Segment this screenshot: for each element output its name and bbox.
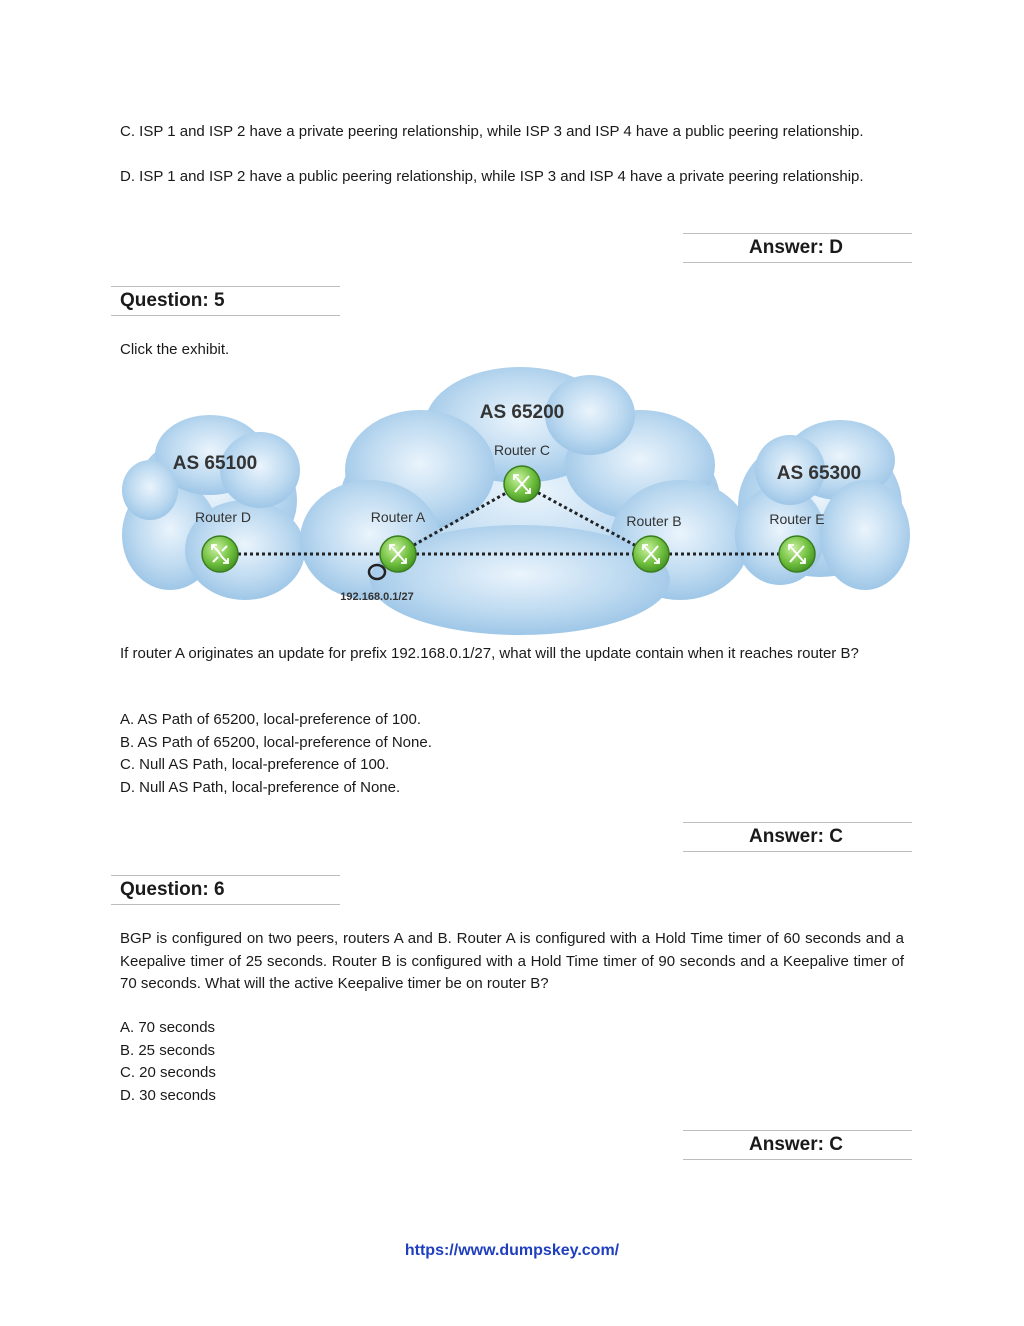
router-a-label: Router A <box>370 509 426 525</box>
q6-option-a: A. 70 seconds <box>120 1019 216 1036</box>
router-b-label: Router B <box>626 513 682 529</box>
q5-option-b: B. AS Path of 65200, local-preference of None. <box>120 733 432 751</box>
q5-intro: Click the exhibit. <box>120 341 230 358</box>
q5-answer-box <box>683 822 912 852</box>
q5-answer: Answer: C <box>749 826 843 847</box>
q6-option-b: B. 25 seconds <box>120 1041 216 1059</box>
q6-answer: Answer: C <box>749 1134 843 1155</box>
cloud-as65300 <box>735 420 910 590</box>
q4-answer-box <box>683 233 912 263</box>
as65200-label: AS 65200 <box>479 402 565 423</box>
q5-option-d: D. Null AS Path, local-preference of None. <box>120 778 401 796</box>
router-e-label: Router E <box>769 511 825 527</box>
q5-heading-box <box>111 286 340 316</box>
router-d-icon <box>202 536 238 572</box>
q6-option-d: D. 30 seconds <box>120 1086 216 1104</box>
footer <box>0 1242 1024 1260</box>
q5-question: If router A originates an update for prefix 192.168.0.1/27, what will the update contain when it reaches router B? <box>120 645 859 662</box>
footer-link[interactable]: https://www.dumpskey.com/ <box>404 1242 620 1259</box>
q5-option-a: A. AS Path of 65200, local-preference of 100. <box>120 711 422 728</box>
router-c-icon <box>504 466 540 502</box>
q4-answer: Answer: D <box>749 237 843 258</box>
q5-title: Question: 5 <box>120 290 225 311</box>
q6-heading-box <box>111 875 340 905</box>
q5-options <box>120 709 432 799</box>
q6-options <box>120 1017 216 1107</box>
router-c-label: Router C <box>493 442 551 458</box>
q6-option-c: C. 20 seconds <box>120 1064 216 1081</box>
router-b-icon <box>633 536 669 572</box>
network-exhibit <box>120 360 910 638</box>
as65100-label: AS 65100 <box>172 453 258 474</box>
q6-question: BGP is configured on two peers, routers A and B. Router A is configured with a Hold Time timer of 60 seconds and a Keepalive timer of 25 seconds. Router B is configured with a Hold Time timer of 90 seconds and a Keepalive timer of 70 seconds. What will the active Keepalive timer be on router B? <box>120 930 904 992</box>
router-d-label: Router D <box>194 509 252 525</box>
router-e-icon <box>779 536 815 572</box>
q4-option-c: C. ISP 1 and ISP 2 have a private peering relationship, while ISP 3 and ISP 4 have a public peering relationship. <box>120 123 864 140</box>
q6-answer-box <box>683 1130 912 1160</box>
cloud-as65100 <box>122 415 305 600</box>
q4-option-d: D. ISP 1 and ISP 2 have a public peering relationship, while ISP 3 and ISP 4 have a private peering relationship. <box>120 168 864 185</box>
router-a-icon <box>380 536 416 572</box>
q6-title: Question: 6 <box>120 879 225 900</box>
q5-option-c: C. Null AS Path, local-preference of 100. <box>120 756 390 773</box>
as65300-label: AS 65300 <box>776 463 862 484</box>
prefix-label: 192.168.0.1/27 <box>340 591 414 603</box>
